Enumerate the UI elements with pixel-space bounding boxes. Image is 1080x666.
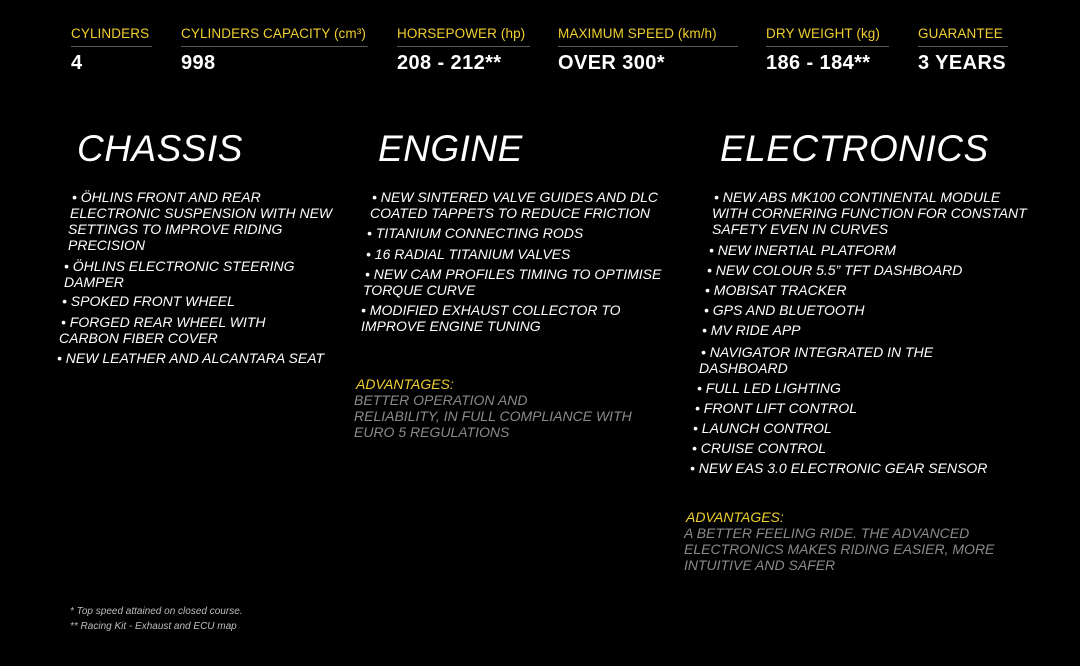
chassis-item-steering-damper: • ÖHLINS ELECTRONIC STEERING DAMPER	[64, 258, 295, 290]
spec-label: DRY WEIGHT (kg)	[766, 26, 889, 47]
engine-item-connecting-rods: • TITANIUM CONNECTING RODS	[367, 225, 584, 241]
electronics-item-led-lighting: • FULL LED LIGHTING	[697, 380, 841, 396]
spec-value: 3 YEARS	[918, 52, 1007, 74]
electronics-item-tft-dashboard: • NEW COLOUR 5.5” TFT DASHBOARD	[707, 262, 963, 278]
engine-title: ENGINE	[378, 128, 523, 169]
chassis-item-rear-wheel: • FORGED REAR WHEEL WITH CARBON FIBER COVER	[59, 314, 266, 346]
footnote-racing-kit: ** Racing Kit - Exhaust and ECU map	[70, 621, 237, 632]
spec-guarantee	[918, 26, 1008, 75]
spec-max-speed	[558, 26, 738, 75]
chassis-item-front-wheel: • SPOKED FRONT WHEEL	[62, 293, 235, 309]
spec-cylinders	[71, 26, 152, 75]
electronics-item-ride-app: • MV RIDE APP	[702, 322, 801, 338]
electronics-item-navigator: • NAVIGATOR INTEGRATED IN THE DASHBOARD	[699, 344, 934, 376]
spec-value: 998	[181, 52, 216, 74]
engine-advantages-text: BETTER OPERATION AND RELIABILITY, IN FULL COMPLIANCE WITH EURO 5 REGULATIONS	[354, 392, 632, 440]
engine-item-exhaust-collector: • MODIFIED EXHAUST COLLECTOR TO IMPROVE ENGINE TUNING	[361, 302, 621, 334]
spec-label: GUARANTEE	[918, 26, 1008, 47]
electronics-advantages-title: ADVANTAGES:	[686, 509, 784, 525]
chassis-item-suspension: • ÖHLINS FRONT AND REAR ELECTRONIC SUSPENSION WITH NEW SETTINGS TO IMPROVE RIDING PRECISION	[68, 189, 333, 253]
electronics-item-front-lift: • FRONT LIFT CONTROL	[695, 400, 858, 416]
electronics-item-gps-bluetooth: • GPS AND BLUETOOTH	[704, 302, 865, 318]
spec-value: 208 - 212**	[397, 52, 502, 74]
spec-label: CYLINDERS	[71, 26, 152, 47]
spec-label: MAXIMUM SPEED (km/h)	[558, 26, 738, 47]
electronics-item-mobisat: • MOBISAT TRACKER	[705, 282, 847, 298]
spec-value: 4	[71, 52, 83, 74]
spec-capacity	[181, 26, 368, 75]
electronics-item-cruise-control: • CRUISE CONTROL	[692, 440, 827, 456]
spec-dry-weight	[766, 26, 889, 75]
spec-label: HORSEPOWER (hp)	[397, 26, 530, 47]
electronics-advantages-text: A BETTER FEELING RIDE. THE ADVANCED ELECTRONICS MAKES RIDING EASIER, MORE INTUITIVE AND SAFER	[684, 525, 995, 573]
electronics-item-abs: • NEW ABS MK100 CONTINENTAL MODULE WITH CORNERING FUNCTION FOR CONSTANT SAFETY EVEN IN CURVES	[712, 189, 1027, 237]
chassis-title: CHASSIS	[77, 128, 243, 169]
spec-value: OVER 300*	[558, 52, 665, 74]
spec-value: 186 - 184**	[766, 52, 871, 74]
electronics-item-gear-sensor: • NEW EAS 3.0 ELECTRONIC GEAR SENSOR	[690, 460, 988, 476]
chassis-item-seat: • NEW LEATHER AND ALCANTARA SEAT	[57, 350, 325, 366]
spec-horsepower	[397, 26, 530, 75]
electronics-item-launch-control: • LAUNCH CONTROL	[693, 420, 832, 436]
engine-item-valve-guides: • NEW SINTERED VALVE GUIDES AND DLC COATED TAPPETS TO REDUCE FRICTION	[370, 189, 659, 221]
footnote-top-speed: * Top speed attained on closed course.	[70, 606, 243, 617]
engine-advantages-title: ADVANTAGES:	[356, 376, 454, 392]
engine-item-titanium-valves: • 16 RADIAL TITANIUM VALVES	[366, 246, 571, 262]
engine-item-cam-profiles: • NEW CAM PROFILES TIMING TO OPTIMISE TORQUE CURVE	[363, 266, 662, 298]
spec-label: CYLINDERS CAPACITY (cm³)	[181, 26, 368, 47]
electronics-item-inertial-platform: • NEW INERTIAL PLATFORM	[709, 242, 896, 258]
electronics-title: ELECTRONICS	[720, 128, 989, 169]
